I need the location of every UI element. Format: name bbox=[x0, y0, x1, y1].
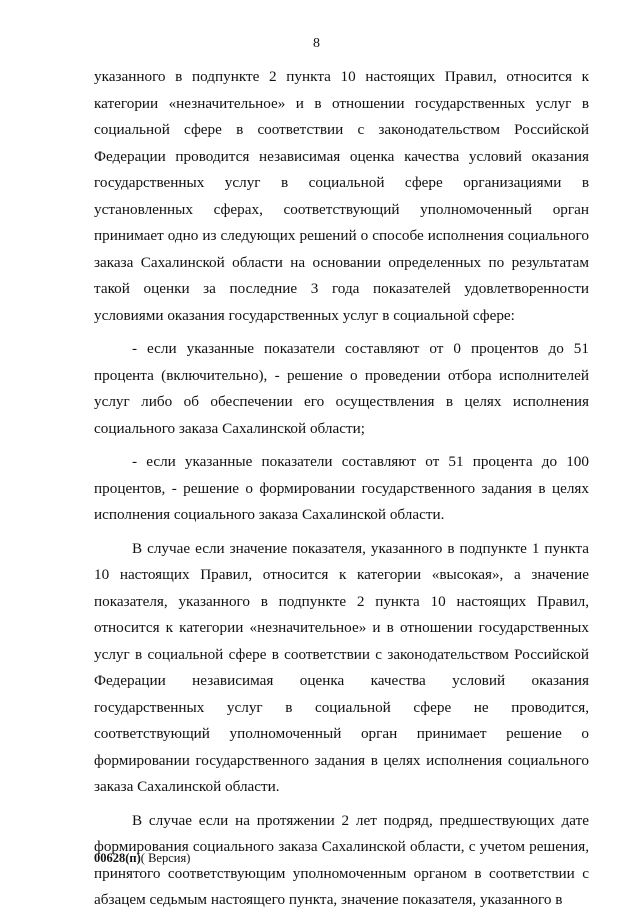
paragraph-option-2: - если указанные показатели составляют от 51 процента до 100 процентов, - решение о формировании государственного задания в целях исполнения социального заказа Сахалинской области. bbox=[94, 453, 589, 523]
document-body bbox=[94, 64, 589, 914]
paragraph-high-category: В случае если значение показателя, указанного в подпункте 1 пункта 10 настоящих Правил, относится к категории «высокая», а значение показателя, указанного в подпункте 2 пункта 10 настоящих Правил, относится к категории «незначительное» и в отношении государственных услуг в социальной сфере в соответствии с законодательством Российской Федерации независимая оценка качества условий оказания государственных услуг в социальной сфере не проводится, соответствующий уполномоченный орган принимает решение о формировании государственного задания в целях исполнения социального заказа Сахалинской области. bbox=[94, 539, 589, 795]
paragraph-option-1: - если указанные показатели составляют от 0 процентов до 51 процента (включительно), - решение о проведении отбора исполнителей услуг либо об обеспечении его осуществления в целях исполнения социального заказа Сахалинской области; bbox=[94, 340, 589, 437]
paragraph-two-years: В случае если на протяжении 2 лет подряд, предшествующих дате формирования социального заказа Сахалинской области, с учетом решения, принятого соответствующим уполномоченным органом в соответствии с абзацем седьмым настоящего пункта, значение показателя, указанного в bbox=[94, 811, 589, 908]
paragraph-continuation: указанного в подпункте 2 пункта 10 настоящих Правил, относится к категории «незначительное» и в отношении государственных услуг в социальной сфере в соответствии с законодательством Российской Федерации проводится независимая оценка качества условий оказания государственных услуг в социальной сфере организациями в установленных сферах, соответствующий уполномоченный орган принимает одно из следующих решений о способе исполнения социального заказа Сахалинской области на основании определенных по результатам такой оценки за последние 3 года показателей удовлетворенности условиями оказания государственных услуг в социальной сфере: bbox=[94, 68, 589, 324]
document-footer bbox=[94, 851, 190, 866]
document-version: ( Версия) bbox=[140, 851, 191, 865]
document-code: 00628(п) bbox=[94, 851, 141, 865]
page-number: 8 bbox=[313, 36, 320, 51]
